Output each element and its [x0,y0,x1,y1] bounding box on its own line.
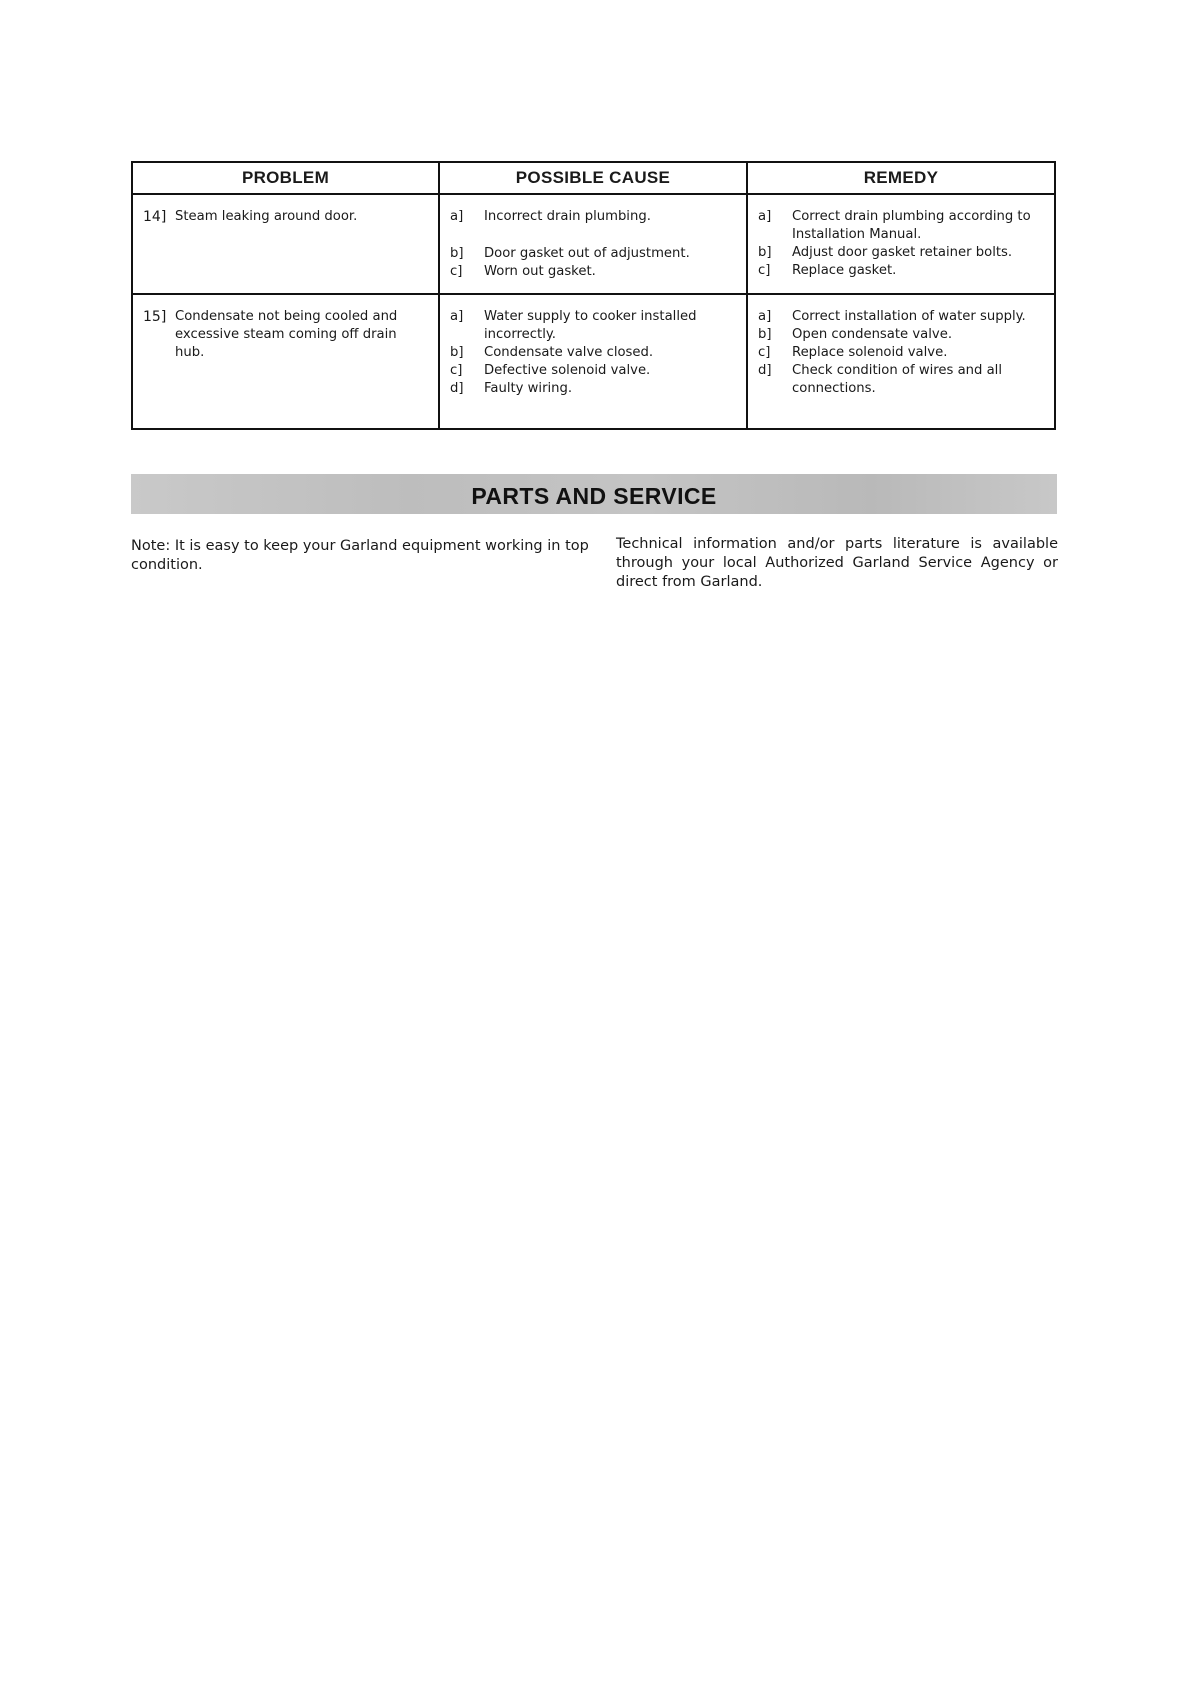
remedy-letter: a] [758,309,772,324]
cause-item [450,208,736,226]
section-title: PARTS AND SERVICE [471,483,717,509]
cause-letter: c] [450,363,463,378]
problem-number: 14] [143,209,167,225]
remedy-item [758,308,1044,326]
remedy-text: Correct installation of water supply. [792,309,1026,324]
table-row [132,294,1055,429]
problem-cell [132,294,439,429]
remedy-text: Open condensate valve. [792,327,953,342]
remedy-text: Replace solenoid valve. [792,345,948,360]
table-header-row [132,162,1055,194]
remedy-letter: c] [758,263,771,278]
remedy-letter: c] [758,345,771,360]
cause-text: Condensate valve closed. [484,345,654,360]
cause-letter: d] [450,381,464,396]
remedy-item [758,362,1044,398]
problem-text: Condensate not being cooled and excessive steam coming off drain hub. [175,309,398,360]
remedy-letter: a] [758,209,772,224]
cause-letter: b] [450,345,464,360]
remedy-item [758,244,1044,262]
troubleshooting-table [131,161,1056,430]
remedy-letter: d] [758,363,772,378]
remedy-item [758,262,1044,280]
remedy-item [758,326,1044,344]
cause-item [450,245,736,263]
cause-text: Faulty wiring. [484,381,573,396]
cause-item [450,308,736,344]
remedy-cell [747,294,1055,429]
note-paragraph: Note: It is easy to keep your Garland equipment working in top condition. [131,538,589,573]
problem-text: Steam leaking around door. [175,209,358,224]
cause-letter: b] [450,246,464,261]
cause-text: Water supply to cooker installed incorrectly. [484,309,697,342]
cause-item [450,362,736,380]
cause-letter: c] [450,264,463,279]
remedy-letter: b] [758,245,772,260]
remedy-item [758,208,1044,244]
remedy-cell [747,194,1055,294]
cause-letter: a] [450,309,464,324]
remedy-text: Replace gasket. [792,263,897,278]
problem-number: 15] [143,309,167,325]
cause-text: Incorrect drain plumbing. [484,209,651,224]
parts-and-service-banner [131,474,1057,514]
problem-cell [132,194,439,294]
cause-item [450,344,736,362]
header-possible-cause: POSSIBLE CAUSE [439,162,747,194]
technical-info-paragraph: Technical information and/or parts literature is available through your local Authorized Garland Service Agency or direct from Garland. [616,536,1058,590]
cause-item [450,263,736,281]
remedy-text: Adjust door gasket retainer bolts. [792,245,1013,260]
header-remedy: REMEDY [747,162,1055,194]
header-problem: PROBLEM [132,162,439,194]
remedy-text: Correct drain plumbing according to Installation Manual. [792,209,1031,242]
cause-cell [439,194,747,294]
cause-item [450,380,736,398]
table-row [132,194,1055,294]
cause-text: Worn out gasket. [484,264,596,279]
cause-text: Defective solenoid valve. [484,363,651,378]
remedy-item [758,344,1044,362]
cause-text: Door gasket out of adjustment. [484,246,690,261]
cause-letter: a] [450,209,464,224]
remedy-text: Check condition of wires and all connections. [792,363,1002,396]
remedy-letter: b] [758,327,772,342]
cause-cell [439,294,747,429]
